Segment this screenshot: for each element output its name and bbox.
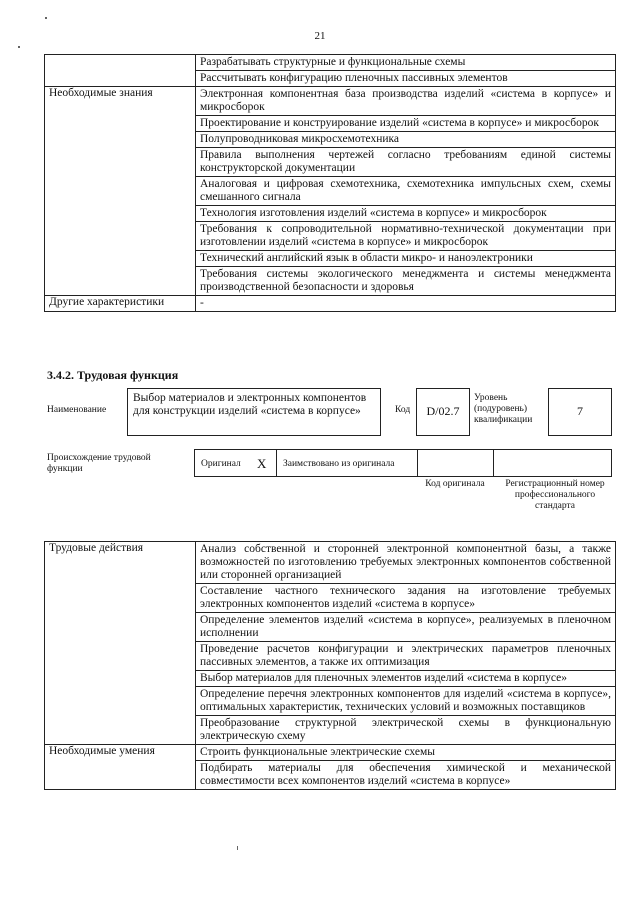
level-value-box <box>548 388 612 436</box>
function-name: Выбор материалов и электронных компонентов для конструкции изделий «система в корпусе» <box>133 392 367 417</box>
row-item: - <box>196 296 616 312</box>
row-item: Аналоговая и цифровая схемотехника, схемотехника импульсных схем, схемы смешанного сигнала <box>196 177 616 206</box>
table-row <box>45 87 616 116</box>
row-label-actions: Трудовые действия <box>45 542 196 745</box>
row-item: Определение перечня электронных компонентов для изделий «система в корпусе», оптимальных характеристик, технических условий и возможных поставщиков <box>196 687 616 716</box>
row-item: Строить функциональные электрические схемы <box>196 745 616 761</box>
scan-mark <box>237 846 238 850</box>
origin-divider <box>276 449 277 477</box>
scan-speck <box>18 46 20 48</box>
code-value: D/02.7 <box>426 404 460 418</box>
row-item: Правила выполнения чертежей согласно требованиям единой системы конструкторской документации <box>196 148 616 177</box>
row-label-knowledge: Необходимые знания <box>45 87 196 296</box>
row-item: Выбор материалов для пленочных элементов изделий «система в корпусе» <box>196 671 616 687</box>
table-row <box>45 55 616 71</box>
name-label: Наименование <box>47 405 107 415</box>
section-title: 3.4.2. Трудовая функция <box>47 368 179 382</box>
row-label <box>45 55 196 87</box>
row-item: Технология изготовления изделий «система в корпусе» и микросборок <box>196 206 616 222</box>
row-item: Требования системы экологического менеджмента и системы менеджмента производственной безопасности и здоровья <box>196 267 616 296</box>
row-item: Электронная компонентная база производства изделий «система в корпусе» и микросборок <box>196 87 616 116</box>
table-row <box>45 542 616 584</box>
original-label: Оригинал <box>201 459 241 469</box>
skills-knowledge-table <box>44 54 616 312</box>
row-item: Составление частного технического задания на изготовление требуемых электронных компонентов изделий «система в корпусе» <box>196 584 616 613</box>
row-item: Определение элементов изделий «система в корпусе», реализуемых в пленочном исполнении <box>196 613 616 642</box>
original-mark: X <box>257 456 267 471</box>
row-item: Анализ собственной и сторонней электронной компонентной базы, а также возможностей по изготовлению требуемых электронных компонентов собственной или сторонней организацией <box>196 542 616 584</box>
row-item: Подбирать материалы для обеспечения химической и механической совместимости всех компонентов изделий «система в корпусе» <box>196 761 616 790</box>
row-item: Преобразование структурной электрической схемы в функциональную электрическую схему <box>196 716 616 745</box>
table-row <box>45 296 616 312</box>
name-value-box <box>127 388 381 436</box>
code-original-caption: Код оригинала <box>425 479 485 489</box>
labor-actions-table <box>44 541 616 790</box>
row-label-skills: Необходимые умения <box>45 745 196 790</box>
origin-label: Происхождение трудовой функции <box>47 453 151 474</box>
origin-divider <box>417 449 418 477</box>
borrowed-label: Заимствовано из оригинала <box>283 459 395 469</box>
row-item: Рассчитывать конфигурацию пленочных пассивных элементов <box>196 71 616 87</box>
origin-divider <box>493 449 494 477</box>
row-item: Проведение расчетов конфигурации и электрических параметров пленочных пассивных элементов, а также их оптимизация <box>196 642 616 671</box>
code-value-box <box>416 388 470 436</box>
row-item: Разрабатывать структурные и функциональные схемы <box>196 55 616 71</box>
row-item: Технический английский язык в области микро- и наноэлектроники <box>196 251 616 267</box>
table-row <box>45 745 616 761</box>
level-value: 7 <box>577 404 583 418</box>
code-label: Код <box>395 405 411 415</box>
row-item: Проектирование и конструирование изделий «система в корпусе» и микросборок <box>196 116 616 132</box>
reg-number-caption: Регистрационный номер профессионального стандарта <box>505 479 605 511</box>
row-item: Полупроводниковая микросхемотехника <box>196 132 616 148</box>
level-label: Уровень (подуровень) квалификации <box>474 393 533 425</box>
row-item: Требования к сопроводительной нормативно-технической документации при изготовлении изделий «система в корпусе» и микросборок <box>196 222 616 251</box>
page-number: 21 <box>314 30 326 42</box>
row-label-other: Другие характеристики <box>45 296 196 312</box>
scan-speck <box>45 17 47 19</box>
